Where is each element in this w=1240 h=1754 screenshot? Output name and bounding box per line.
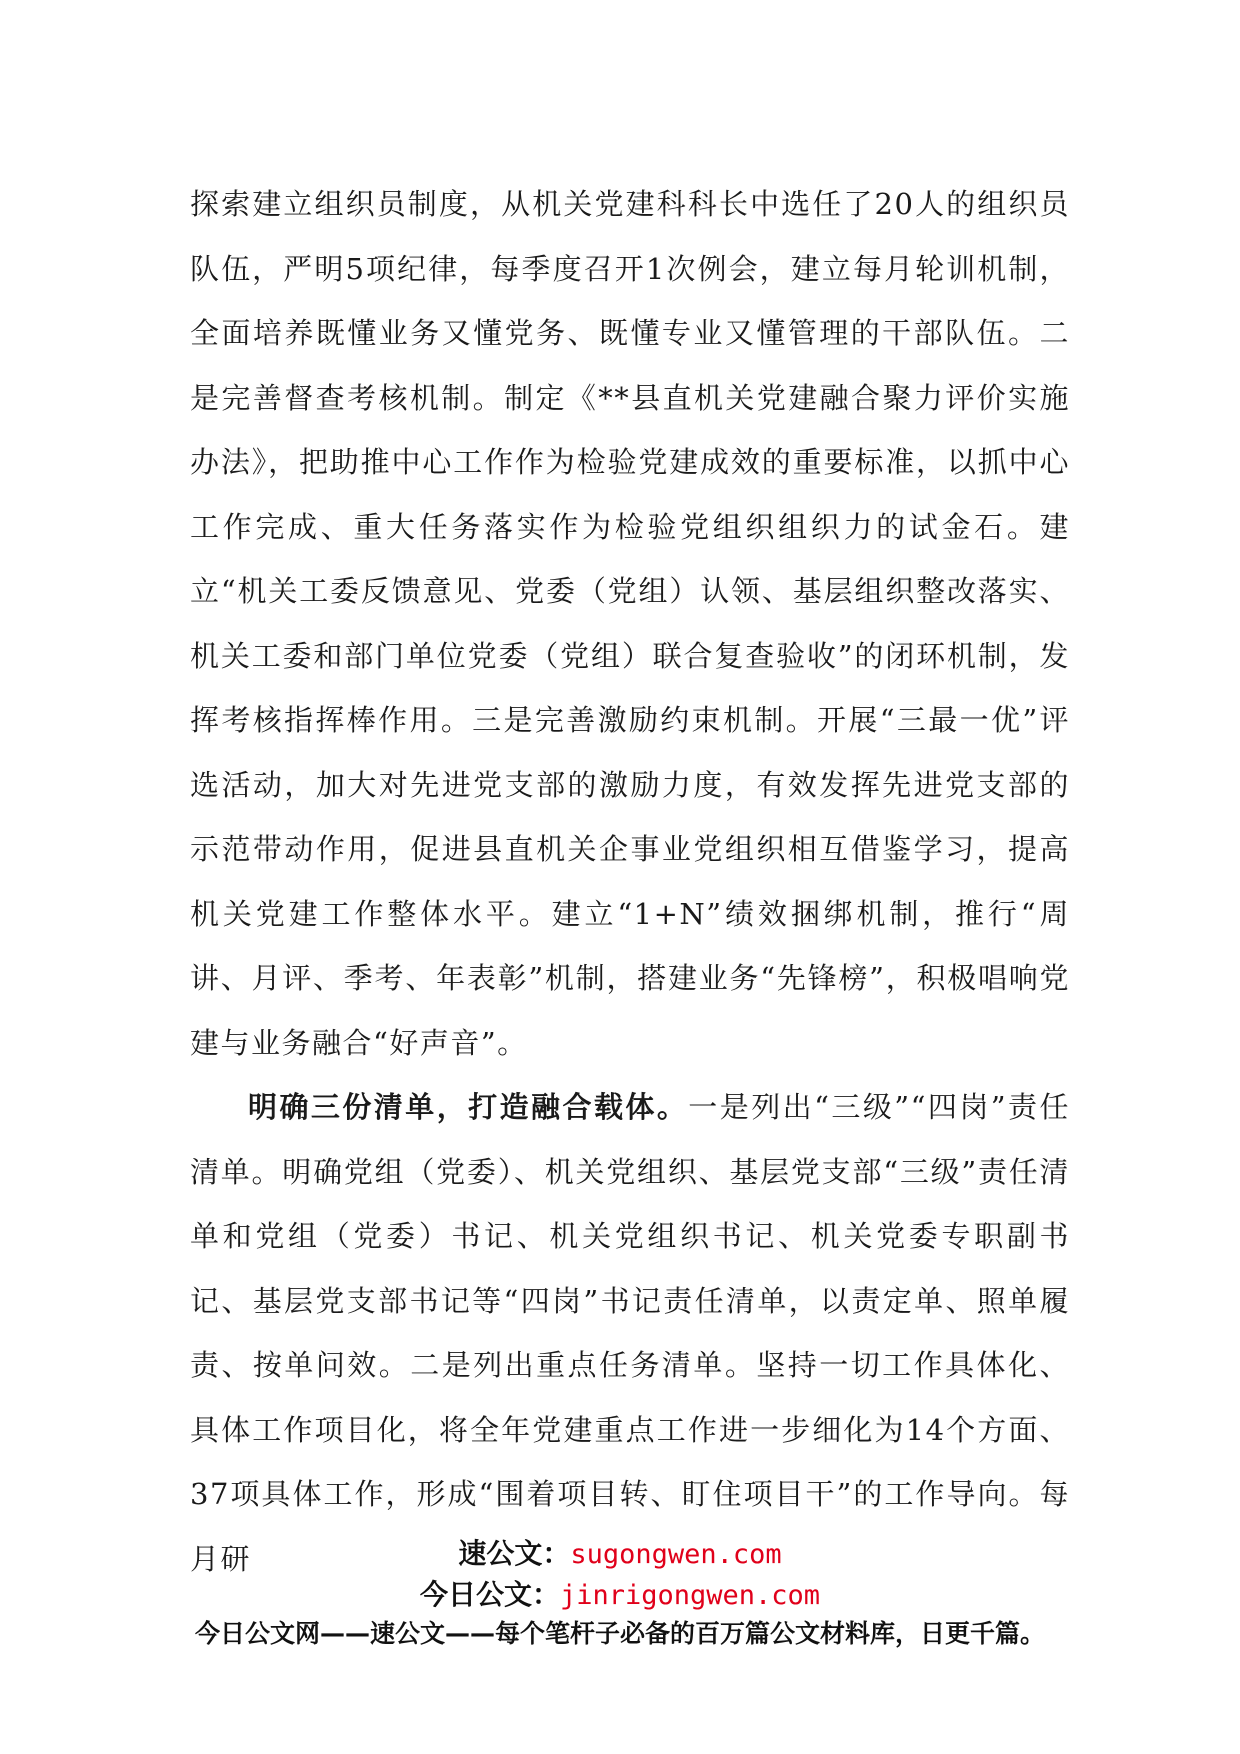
slogan-text: 今日公文网——速公文——每个笔杆子必备的百万篇公文材料库，日更千篇。 [194,1619,1045,1648]
footer-label-jinrigongwen: 今日公文： [419,1578,560,1611]
paragraph-heading: 明确三份清单，打造融合载体。 [248,1090,689,1124]
jinrigongwen-link[interactable]: jinrigongwen.com [559,1580,821,1611]
paragraph-continuation: 探索建立组织员制度，从机关党建科科长中选任了20人的组织员队伍，严明5项纪律，每季度召开1次例会，建立每月轮训机制，全面培养既懂业务又懂党务、既懂专业又懂管理的干部队伍。二是完善督查考核机制。制定《**县直机关党建融合聚力评价实施办法》，把助推中心工作作为检验党建成效的重要标准，以抓中心工作完成、重大任务落实作为检验党组织组织力的试金石。建立“机关工委反馈意见、党委（党组）认领、基层组织整改落实、机关工委和部门单位党委（党组）联合复查验收”的闭环机制，发挥考核指挥棒作用。三是完善激励约束机制。开展“三最一优”评选活动，加大对先进党支部的激励力度，有效发挥先进党支部的示范带动作用，促进县直机关企事业党组织相互借鉴学习，提高机关党建工作整体水平。建立“1+N”绩效捆绑机制，推行“周讲、月评、季考、年表彰”机制，搭建业务“先锋榜”，积极唱响党建与业务融合“好声音”。 [190,187,1070,1060]
footer-slogan [0,1614,1240,1650]
footer-jinrigongwen [0,1573,1240,1613]
paragraph-body: 一是列出“三级”“四岗”责任清单。明确党组（党委）、机关党组织、基层党支部“三级”责任清单和党组（党委）书记、机关党组织书记、机关党委专职副书记、基层党支部书记等“四岗”书记责任清单，以责定单、照单履责、按单问效。二是列出重点任务清单。坚持一切工作具体化、具体工作项目化，将全年党建重点工作进一步细化为14个方面、37项具体工作，形成“围着项目转、盯住项目干”的工作导向。每月研 [190,1090,1070,1576]
footer-sugongwen [0,1532,1240,1572]
footer-label-sugongwen: 速公文： [458,1537,571,1570]
paragraph-three-lists [190,1075,1070,1591]
document-body [190,172,1070,1591]
sugongwen-link[interactable]: sugongwen.com [570,1539,782,1570]
